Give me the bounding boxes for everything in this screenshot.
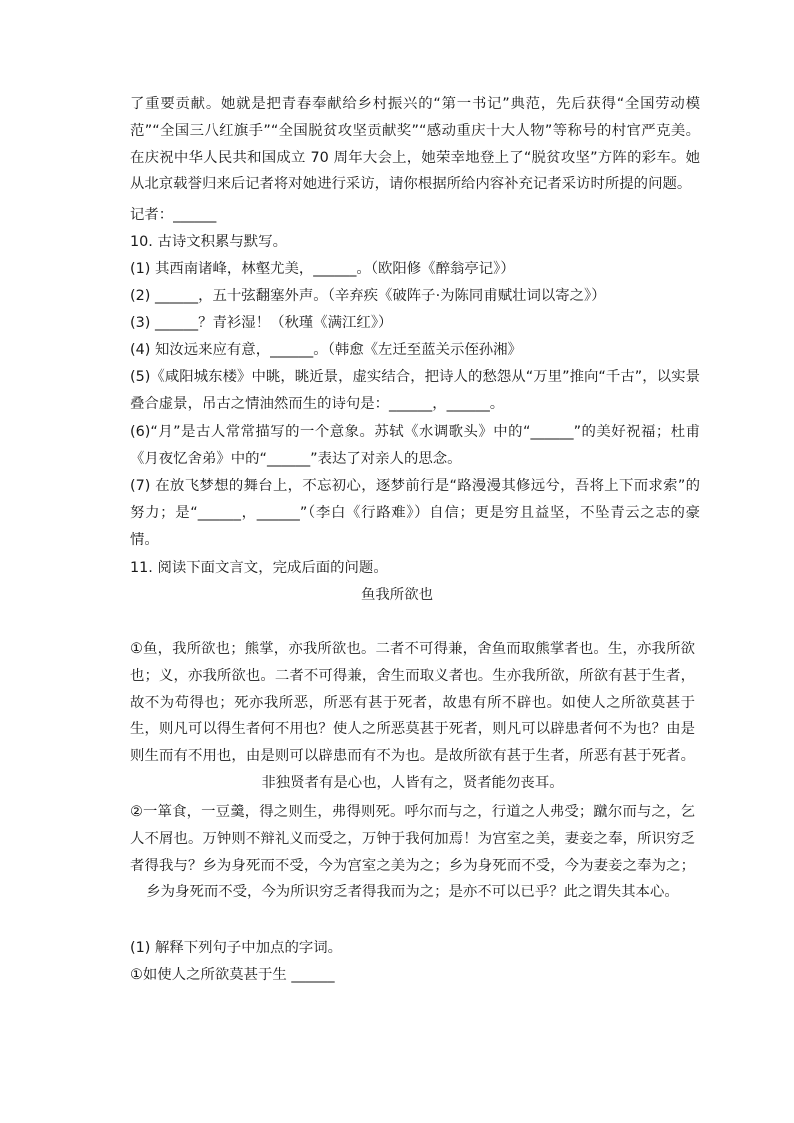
q10-item-3: (3) ______？青衫湿！（秋瑾《满江红》）	[130, 315, 393, 331]
q10-item-7: (7) 在放飞梦想的舞台上，不忘初心，逐梦前行是“路漫漫其修远兮，吾将上下而求索”的努力；是“______，______”（李白《行路难》）自信；更是穷且益坚，不坠青云之志的豪情。	[130, 478, 700, 548]
q10-item-5: (5)《咸阳城东楼》中眺，眺近景，虚实结合，把诗人的愁怨从“万里”推向“千古”，以实景叠合虚景，吊古之情油然而生的诗句是：______，______。	[130, 369, 700, 412]
q10-item-6: (6)“月”是古人常常描写的一个意象。苏轼《水调歌头》中的“______”的美好祝福；杜甫《月夜忆舍弟》中的“______”表达了对亲人的思念。	[130, 424, 700, 467]
q10-item-1: (1) 其西南诸峰，林壑尤美，______。（欧阳修《醉翁亭记》）	[130, 261, 515, 277]
sub-question-1-title: (1) 解释下列句子中加点的字词。	[130, 940, 343, 956]
q9-paragraph: 了重要贡献。她就是把青春奉献给乡村振兴的“第一书记”典范，先后获得“全国劳动模范”“全国三八红旗手”“全国脱贫攻坚贡献奖”“感动重庆十大人物”等称号的村官严克美。在庆祝中华人民共和国成立 70 周年大会上，她荣幸地登上了“脱贫攻坚”方阵的彩车。她从北京载誉归来后记者将对她进行采访，请你根据所给内容补充记者采访时所提的问题。	[130, 96, 700, 193]
passage-title: 鱼我所欲也	[361, 587, 433, 603]
sub-question-1-item-1: ①如使人之所欲莫甚于生 ______	[130, 967, 335, 983]
q10-title: 10. 古诗文积累与默写。	[130, 234, 287, 250]
reporter-answer-line: 记者：______	[130, 207, 217, 223]
q11-title: 11. 阅读下面文言文，完成后面的问题。	[130, 560, 388, 576]
q10-item-4: (4) 知汝远来应有意，______。（韩愈《左迁至蓝关示侄孙湘》	[130, 342, 522, 358]
passage-paragraph-1: ①鱼，我所欲也；熊掌，亦我所欲也。二者不可得兼，舍鱼而取熊掌者也。生，亦我所欲也；义，亦我所欲也。二者不可得兼，舍生而取义者也。生亦我所欲，所欲有甚于生者，故不为苟得也；死亦我所恶，所恶有甚于死者，故患有所不辟也。如使人之所欲莫甚于生，则凡可以得生者何不用也？使人之所恶莫甚于死者，则凡可以辟患者何不为也？由是则生而有不用也，由是则可以辟患而有不为也。是故所欲有甚于生者，所恶有甚于死者。非独贤者有是心也，人皆有之，贤者能勿丧耳。	[130, 641, 695, 791]
passage-paragraph-2: ②一箪食，一豆羹，得之则生，弗得则死。呼尔而与之，行道之人弗受；蹴尔而与之，乞人不屑也。万钟则不辩礼义而受之，万钟于我何加焉！为宫室之美，妻妾之奉，所识穷乏者得我与？乡为身死而不受，今为宫室之美为之；乡为身死而不受，今为妻妾之奉为之；乡为身死而不受，今为所识穷乏者得我而为之；是亦不可以已乎？此之谓失其本心。	[130, 804, 695, 901]
q10-item-2: (2) ______，五十弦翻塞外声。（辛弃疾《破阵子·为陈同甫赋壮词以寄之》）	[130, 288, 606, 304]
